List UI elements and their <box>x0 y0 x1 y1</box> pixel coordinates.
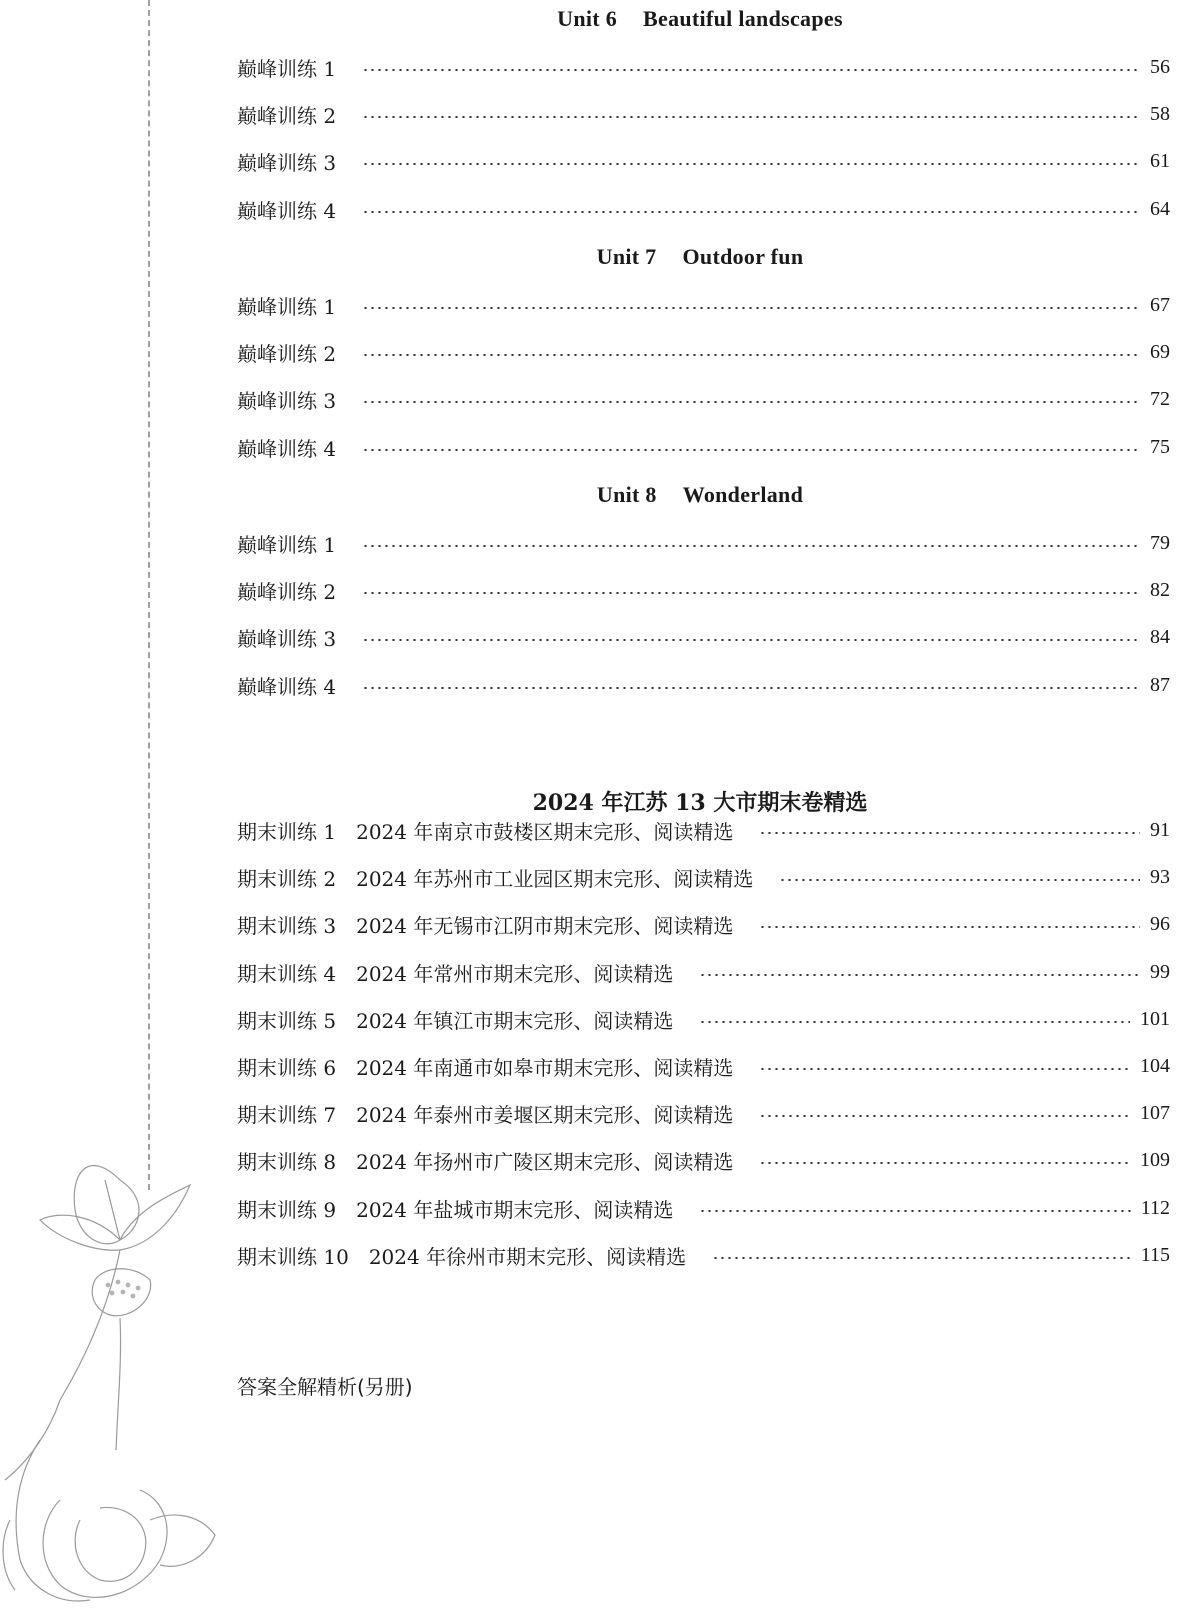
toc-page-number: 104 <box>1140 1054 1170 1077</box>
toc-label: 期末训练 9 <box>237 1197 337 1222</box>
toc-page-number: 112 <box>1140 1196 1170 1219</box>
toc-page-number: 107 <box>1140 1101 1170 1124</box>
toc-row[interactable] <box>237 670 1170 700</box>
dot-leader <box>759 1162 1130 1164</box>
toc-description: 2024 年徐州市期末完形、阅读精选 <box>368 1244 687 1269</box>
toc-description: 2024 年镇江市期末完形、阅读精选 <box>356 1008 674 1033</box>
toc-row[interactable] <box>237 1193 1170 1223</box>
toc-label: 巅峰训练 2 <box>237 103 337 128</box>
toc-label: 期末训练 5 <box>237 1008 337 1033</box>
toc-label: 期末训练 3 <box>237 913 337 938</box>
dot-leader <box>759 1068 1130 1070</box>
toc-row[interactable] <box>237 1240 1170 1270</box>
toc-label: 巅峰训练 3 <box>237 626 337 651</box>
unit-6-name: Beautiful landscapes <box>643 6 843 31</box>
toc-page-number: 67 <box>1150 293 1170 316</box>
toc-page-number: 101 <box>1140 1007 1170 1030</box>
toc-description: 2024 年无锡市江阴市期末完形、阅读精选 <box>356 913 734 938</box>
toc-page-number: 58 <box>1150 102 1170 125</box>
toc-label: 巅峰训练 4 <box>237 198 337 223</box>
toc-label: 巅峰训练 1 <box>237 56 337 81</box>
toc-row[interactable] <box>237 432 1170 462</box>
toc-page-number: 72 <box>1150 387 1170 410</box>
toc-description: 2024 年苏州市工业园区期末完形、阅读精选 <box>356 866 754 891</box>
toc-row[interactable] <box>237 99 1170 129</box>
toc-label: 期末训练 2 <box>237 866 337 891</box>
dot-leader <box>362 163 1140 165</box>
dot-leader <box>362 211 1140 213</box>
toc-description: 2024 年南京市鼓楼区期末完形、阅读精选 <box>356 819 734 844</box>
toc-row[interactable] <box>237 384 1170 414</box>
toc-page-number: 96 <box>1150 912 1170 935</box>
toc-label: 期末训练 10 <box>237 1244 349 1269</box>
toc-row[interactable] <box>237 52 1170 82</box>
toc-row[interactable] <box>237 1004 1170 1034</box>
unit-8-title <box>200 482 1200 508</box>
toc-page-number: 69 <box>1150 340 1170 363</box>
dot-leader <box>699 1210 1130 1212</box>
dot-leader <box>362 354 1140 356</box>
toc-description: 2024 年扬州市广陵区期末完形、阅读精选 <box>356 1149 734 1174</box>
final-section-title: 2024 年江苏 13 大市期末卷精选 <box>532 790 868 816</box>
toc-row[interactable] <box>237 528 1170 558</box>
toc-label: 巅峰训练 4 <box>237 674 337 699</box>
toc-row[interactable] <box>237 146 1170 176</box>
dot-leader <box>362 116 1140 118</box>
toc-label: 巅峰训练 1 <box>237 532 337 557</box>
toc-page-number: 99 <box>1150 960 1170 983</box>
toc-description: 2024 年泰州市姜堰区期末完形、阅读精选 <box>356 1102 734 1127</box>
toc-page-number: 61 <box>1150 149 1170 172</box>
toc-page-number: 64 <box>1150 197 1170 220</box>
dot-leader <box>699 974 1140 976</box>
toc-page-number: 115 <box>1140 1243 1170 1266</box>
lotus-illustration <box>0 1140 220 1609</box>
dot-leader <box>759 832 1140 834</box>
toc-row[interactable] <box>237 1098 1170 1128</box>
dot-leader <box>362 545 1140 547</box>
toc-row[interactable] <box>237 622 1170 652</box>
toc-label: 巅峰训练 3 <box>237 388 337 413</box>
dot-leader <box>362 639 1140 641</box>
toc-row[interactable] <box>237 815 1170 845</box>
unit-8-name: Wonderland <box>682 482 804 507</box>
toc-row[interactable] <box>237 337 1170 367</box>
toc-page-number: 75 <box>1150 435 1170 458</box>
toc-row[interactable] <box>237 862 1170 892</box>
toc-label: 巅峰训练 2 <box>237 341 337 366</box>
unit-7-name: Outdoor fun <box>682 244 804 269</box>
toc-label: 期末训练 7 <box>237 1102 337 1127</box>
unit-8-number: Unit 8 <box>596 482 657 507</box>
toc-page-number: 93 <box>1150 865 1170 888</box>
toc-page-number: 87 <box>1150 673 1170 696</box>
toc-label: 巅峰训练 2 <box>237 579 337 604</box>
toc-row[interactable] <box>237 575 1170 605</box>
unit-7-title <box>200 244 1200 270</box>
toc-label: 期末训练 6 <box>237 1055 337 1080</box>
toc-row[interactable] <box>237 194 1170 224</box>
dot-leader <box>362 69 1140 71</box>
dot-leader <box>779 879 1140 881</box>
dot-leader <box>699 1021 1130 1023</box>
toc-label: 巅峰训练 1 <box>237 294 337 319</box>
dot-leader <box>362 401 1140 403</box>
toc-description: 2024 年南通市如皋市期末完形、阅读精选 <box>356 1055 734 1080</box>
dot-leader <box>759 926 1140 928</box>
dot-leader <box>712 1257 1131 1259</box>
toc-label: 期末训练 1 <box>237 819 337 844</box>
toc-page-number: 91 <box>1150 818 1170 841</box>
dot-leader <box>759 1115 1130 1117</box>
toc-label: 期末训练 4 <box>237 961 337 986</box>
toc-row[interactable] <box>237 1145 1170 1175</box>
unit-6-title <box>200 6 1200 32</box>
toc-label: 巅峰训练 3 <box>237 150 337 175</box>
toc-page-number: 56 <box>1150 55 1170 78</box>
dot-leader <box>362 687 1140 689</box>
toc-label: 巅峰训练 4 <box>237 436 337 461</box>
toc-row[interactable] <box>237 1051 1170 1081</box>
toc-page-number: 82 <box>1150 578 1170 601</box>
dot-leader <box>362 449 1140 451</box>
dot-leader <box>362 307 1140 309</box>
toc-row[interactable] <box>237 957 1170 987</box>
toc-description: 2024 年盐城市期末完形、阅读精选 <box>356 1197 674 1222</box>
toc-row[interactable] <box>237 290 1170 320</box>
answer-booklet-note: 答案全解精析(另册) <box>237 1375 413 1399</box>
unit-7-number: Unit 7 <box>596 244 657 269</box>
toc-page-number: 84 <box>1150 625 1170 648</box>
toc-label: 期末训练 8 <box>237 1149 337 1174</box>
toc-page-number: 109 <box>1140 1148 1170 1171</box>
toc-page-number: 79 <box>1150 531 1170 554</box>
margin-dashed-line <box>148 0 150 1190</box>
toc-description: 2024 年常州市期末完形、阅读精选 <box>356 961 674 986</box>
dot-leader <box>362 592 1140 594</box>
toc-row[interactable] <box>237 909 1170 939</box>
unit-6-number: Unit 6 <box>557 6 618 31</box>
